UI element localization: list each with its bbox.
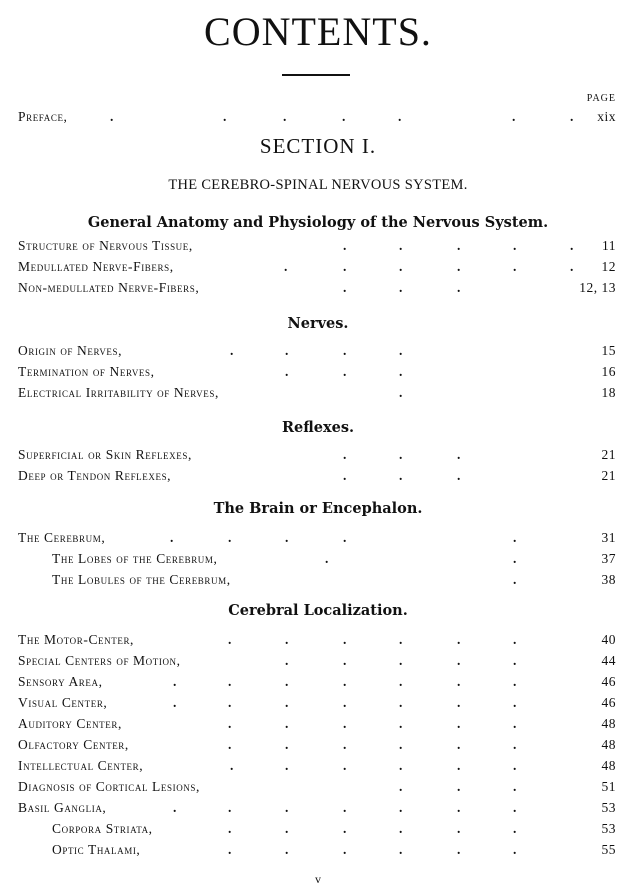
- leader-dot: .: [284, 259, 288, 274]
- section-heading: SECTION I.: [259, 134, 377, 158]
- title-rule: [282, 74, 350, 76]
- leader-dot: .: [457, 779, 461, 794]
- leader-dot: .: [399, 364, 403, 379]
- toc-entry-label: Electrical Irritability of Nerves,: [18, 385, 219, 400]
- toc-entry[interactable]: [52, 551, 616, 571]
- leader-dot: .: [285, 758, 289, 773]
- toc-entry-label: Corpora Striata,: [52, 821, 153, 836]
- toc-entry-label: Optic Thalami,: [52, 842, 141, 857]
- leader-dot: .: [399, 758, 403, 773]
- leader-dot: .: [570, 238, 574, 253]
- toc-entry-label: The Motor-Center,: [18, 632, 135, 647]
- leader-dot: .: [399, 468, 403, 483]
- toc-entry[interactable]: [52, 842, 616, 862]
- toc-entry[interactable]: [52, 821, 616, 841]
- toc-entry[interactable]: [18, 800, 616, 820]
- leader-dot: .: [399, 674, 403, 689]
- leader-dot: .: [457, 632, 461, 647]
- leader-dot: .: [285, 343, 289, 358]
- leader-dot: .: [228, 800, 232, 815]
- section-subtitle: THE CEREBRO-SPINAL NERVOUS SYSTEM.: [168, 177, 468, 193]
- toc-entry[interactable]: [18, 238, 616, 258]
- leader-dot: .: [512, 109, 516, 124]
- toc-entry[interactable]: [18, 674, 616, 694]
- toc-entry-page: 44: [601, 653, 616, 668]
- toc-entry-label: Deep or Tendon Reflexes,: [18, 468, 172, 483]
- leader-dot: .: [285, 364, 289, 379]
- leader-dot: .: [513, 653, 517, 668]
- toc-entry-page: 53: [601, 821, 616, 836]
- leader-dot: .: [457, 280, 461, 295]
- toc-entry-page: 12: [601, 259, 616, 274]
- toc-entry-label: Olfactory Center,: [18, 737, 129, 752]
- toc-entry[interactable]: [18, 695, 616, 715]
- toc-entry[interactable]: [18, 343, 616, 363]
- toc-entry-label: Basil Ganglia,: [18, 800, 107, 815]
- leader-dot: .: [399, 385, 403, 400]
- leader-dot: .: [513, 821, 517, 836]
- toc-entry-page: 48: [601, 737, 616, 752]
- toc-entry-page: 21: [601, 468, 616, 483]
- leader-dot: .: [513, 800, 517, 815]
- leader-dot: .: [230, 758, 234, 773]
- toc-entry-label: The Cerebrum,: [18, 530, 106, 545]
- leader-dot: .: [513, 572, 517, 587]
- toc-entry[interactable]: [18, 530, 616, 550]
- toc-entry-label: Structure of Nervous Tissue,: [18, 238, 193, 253]
- leader-dot: .: [399, 695, 403, 710]
- toc-entry[interactable]: [18, 779, 616, 799]
- toc-entry[interactable]: [18, 385, 616, 405]
- toc-entry-label: Non-medullated Nerve-Fibers,: [18, 280, 200, 295]
- leader-dot: .: [513, 530, 517, 545]
- leader-dot: .: [457, 674, 461, 689]
- toc-entry-label: Diagnosis of Cortical Lesions,: [18, 779, 200, 794]
- toc-entry[interactable]: [18, 259, 616, 279]
- leader-dot: .: [228, 842, 232, 857]
- leader-dot: .: [173, 800, 177, 815]
- leader-dot: .: [285, 632, 289, 647]
- leader-dot: .: [110, 109, 114, 124]
- leader-dot: .: [285, 737, 289, 752]
- toc-entry[interactable]: [18, 632, 616, 652]
- leader-dot: .: [342, 109, 346, 124]
- toc-entry-page: 46: [601, 674, 616, 689]
- leader-dot: .: [325, 551, 329, 566]
- toc-entry-page: 53: [601, 800, 616, 815]
- leader-dot: .: [343, 280, 347, 295]
- leader-dot: .: [513, 758, 517, 773]
- toc-entry-page: 38: [601, 572, 616, 587]
- toc-entry-label: Termination of Nerves,: [18, 364, 155, 379]
- toc-entry[interactable]: [18, 737, 616, 757]
- toc-entry[interactable]: [18, 716, 616, 736]
- toc-entry-page: 11: [602, 238, 616, 253]
- leader-dot: .: [343, 447, 347, 462]
- leader-dot: .: [285, 842, 289, 857]
- page-title: CONTENTS.: [204, 9, 432, 54]
- leader-dot: .: [228, 737, 232, 752]
- leader-dot: .: [230, 343, 234, 358]
- leader-dot: .: [513, 674, 517, 689]
- page-column-label: PAGE: [586, 93, 616, 104]
- toc-entry-label: Preface,: [18, 109, 68, 124]
- toc-entry-label: The Lobules of the Cerebrum,: [52, 572, 231, 587]
- toc-entry-page: 48: [601, 716, 616, 731]
- leader-dot: .: [343, 632, 347, 647]
- toc-entry-label: Visual Center,: [18, 695, 108, 710]
- leader-dot: .: [513, 716, 517, 731]
- leader-dot: .: [457, 447, 461, 462]
- leader-dot: .: [343, 238, 347, 253]
- leader-dot: .: [399, 842, 403, 857]
- leader-dot: .: [457, 259, 461, 274]
- leader-dot: .: [513, 238, 517, 253]
- leader-dot: .: [399, 238, 403, 253]
- leader-dot: .: [285, 800, 289, 815]
- leader-dot: .: [223, 109, 227, 124]
- toc-entry-page: 48: [601, 758, 616, 773]
- leader-dot: .: [228, 821, 232, 836]
- group-heading: The Brain or Encephalon.: [213, 500, 423, 517]
- leader-dot: .: [399, 632, 403, 647]
- leader-dot: .: [170, 530, 174, 545]
- leader-dot: .: [570, 259, 574, 274]
- leader-dot: .: [343, 259, 347, 274]
- leader-dot: .: [285, 821, 289, 836]
- leader-dot: .: [399, 821, 403, 836]
- leader-dot: .: [457, 695, 461, 710]
- leader-dot: .: [457, 842, 461, 857]
- leader-dot: .: [457, 653, 461, 668]
- toc-entry-label: Superficial or Skin Reflexes,: [18, 447, 192, 462]
- toc-entry[interactable]: [18, 280, 616, 300]
- leader-dot: .: [343, 800, 347, 815]
- leader-dot: .: [283, 109, 287, 124]
- leader-dot: .: [343, 716, 347, 731]
- leader-dot: .: [228, 695, 232, 710]
- leader-dot: .: [513, 842, 517, 857]
- leader-dot: .: [285, 674, 289, 689]
- leader-dot: .: [570, 109, 574, 124]
- leader-dot: .: [399, 779, 403, 794]
- leader-dot: .: [513, 779, 517, 794]
- leader-dot: .: [513, 632, 517, 647]
- toc-entry-page: 15: [601, 343, 616, 358]
- leader-dot: .: [513, 259, 517, 274]
- leader-dot: .: [285, 695, 289, 710]
- leader-dot: .: [228, 674, 232, 689]
- toc-entry-page: xix: [597, 109, 616, 124]
- toc-entry-label: Auditory Center,: [18, 716, 122, 731]
- leader-dot: .: [343, 758, 347, 773]
- toc-entry-page: 21: [601, 447, 616, 462]
- leader-dot: .: [399, 259, 403, 274]
- toc-entry[interactable]: [18, 468, 616, 488]
- leader-dot: .: [457, 800, 461, 815]
- toc-entry-page: 46: [601, 695, 616, 710]
- leader-dot: .: [228, 632, 232, 647]
- group-heading: Cerebral Localization.: [228, 602, 408, 619]
- leader-dot: .: [399, 716, 403, 731]
- leader-dot: .: [285, 716, 289, 731]
- leader-dot: .: [343, 364, 347, 379]
- leader-dot: .: [343, 821, 347, 836]
- leader-dot: .: [228, 530, 232, 545]
- toc-entry-preface[interactable]: [18, 109, 616, 129]
- leader-dot: .: [173, 695, 177, 710]
- leader-dot: .: [343, 695, 347, 710]
- leader-dot: .: [399, 447, 403, 462]
- toc-entry-label: The Lobes of the Cerebrum,: [52, 551, 218, 566]
- leader-dot: .: [398, 109, 402, 124]
- leader-dot: .: [343, 674, 347, 689]
- toc-entry-page: 31: [601, 530, 616, 545]
- toc-entry[interactable]: [18, 653, 616, 673]
- toc-entry-label: Sensory Area,: [18, 674, 103, 689]
- toc-entry-page: 12, 13: [579, 280, 616, 295]
- leader-dot: .: [173, 674, 177, 689]
- leader-dot: .: [457, 821, 461, 836]
- leader-dot: .: [343, 468, 347, 483]
- toc-entry-label: Special Centers of Motion,: [18, 653, 181, 668]
- toc-entry[interactable]: [18, 447, 616, 467]
- toc-entry-page: 37: [601, 551, 616, 566]
- leader-dot: .: [457, 737, 461, 752]
- leader-dot: .: [457, 716, 461, 731]
- leader-dot: .: [343, 842, 347, 857]
- leader-dot: .: [457, 238, 461, 253]
- leader-dot: .: [513, 737, 517, 752]
- toc-entry-label: Intellectual Center,: [18, 758, 144, 773]
- toc-entry-page: 18: [601, 385, 616, 400]
- leader-dot: .: [399, 653, 403, 668]
- toc-entry-label: Medullated Nerve-Fibers,: [18, 259, 174, 274]
- toc-entry-page: 51: [601, 779, 616, 794]
- group-heading: General Anatomy and Physiology of the Nervous System.: [87, 214, 549, 231]
- leader-dot: .: [399, 280, 403, 295]
- leader-dot: .: [513, 551, 517, 566]
- toc-entry[interactable]: [52, 572, 616, 592]
- page-number-footer: v: [315, 872, 321, 886]
- toc-entry-page: 40: [601, 632, 616, 647]
- leader-dot: .: [285, 653, 289, 668]
- leader-dot: .: [285, 530, 289, 545]
- leader-dot: .: [513, 695, 517, 710]
- leader-dot: .: [457, 758, 461, 773]
- leader-dot: .: [399, 343, 403, 358]
- leader-dot: .: [457, 468, 461, 483]
- toc-entry-label: Origin of Nerves,: [18, 343, 123, 358]
- leader-dot: .: [343, 737, 347, 752]
- leader-dot: .: [343, 530, 347, 545]
- toc-entry[interactable]: [18, 364, 616, 384]
- leader-dot: .: [343, 653, 347, 668]
- toc-entry-page: 16: [601, 364, 616, 379]
- group-heading: Reflexes.: [281, 419, 355, 436]
- toc-entry[interactable]: [18, 758, 616, 778]
- group-heading: Nerves.: [287, 315, 349, 332]
- leader-dot: .: [343, 343, 347, 358]
- toc-entry-page: 55: [601, 842, 616, 857]
- leader-dot: .: [399, 737, 403, 752]
- leader-dot: .: [399, 800, 403, 815]
- leader-dot: .: [228, 716, 232, 731]
